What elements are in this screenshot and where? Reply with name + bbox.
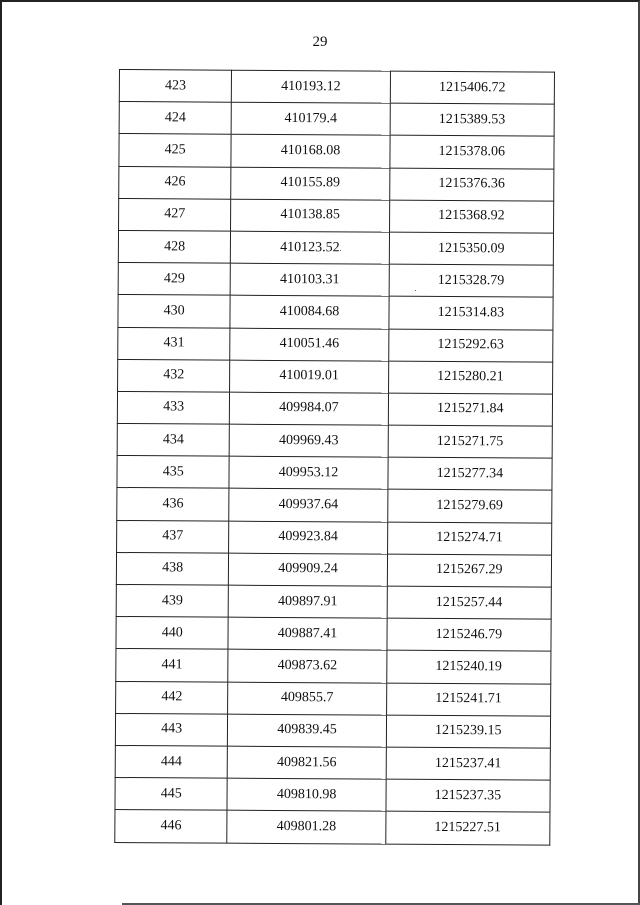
x-coordinate-cell: 409937.64 xyxy=(229,489,388,522)
point-number-cell: 423 xyxy=(119,70,232,103)
scan-speck xyxy=(340,250,341,251)
y-coordinate-cell: 1215239.15 xyxy=(386,715,551,748)
scan-speck xyxy=(415,290,416,291)
table-row xyxy=(117,456,552,491)
table-row xyxy=(119,70,554,105)
x-coordinate-cell: 409839.45 xyxy=(228,714,387,747)
x-coordinate-cell: 410084.68 xyxy=(230,295,389,328)
table-row xyxy=(118,230,553,265)
point-number-cell: 437 xyxy=(117,520,230,553)
y-coordinate-cell: 1215280.21 xyxy=(388,361,553,394)
x-coordinate-cell: 409953.12 xyxy=(229,456,388,489)
table-row xyxy=(119,166,554,201)
y-coordinate-cell: 1215257.44 xyxy=(387,586,552,619)
table-row xyxy=(116,681,551,716)
point-number-cell: 432 xyxy=(118,359,231,392)
x-coordinate-cell: 409810.98 xyxy=(227,778,386,811)
y-coordinate-cell: 1215376.36 xyxy=(389,168,554,201)
x-coordinate-cell: 410155.89 xyxy=(231,167,390,200)
y-coordinate-cell: 1215378.06 xyxy=(390,136,555,169)
x-coordinate-cell: 410138.85 xyxy=(231,199,390,232)
point-number-cell: 436 xyxy=(117,488,230,521)
y-coordinate-cell: 1215246.79 xyxy=(387,618,552,651)
point-number-cell: 438 xyxy=(116,552,229,585)
table-row xyxy=(116,649,551,684)
table-row xyxy=(117,424,552,459)
point-number-cell: 435 xyxy=(117,456,230,489)
x-coordinate-cell: 410019.01 xyxy=(230,360,389,393)
y-coordinate-cell: 1215328.79 xyxy=(389,264,554,297)
x-coordinate-cell: 410179.4 xyxy=(231,102,390,135)
y-coordinate-cell: 1215314.83 xyxy=(389,296,554,329)
y-coordinate-cell: 1215350.09 xyxy=(389,232,554,265)
table-row xyxy=(118,263,553,298)
table-row xyxy=(117,520,552,555)
table-row xyxy=(118,359,553,394)
x-coordinate-cell: 409897.91 xyxy=(229,585,388,618)
y-coordinate-cell: 1215368.92 xyxy=(389,200,554,233)
point-number-cell: 434 xyxy=(117,424,230,457)
y-coordinate-cell: 1215271.84 xyxy=(388,393,553,426)
point-number-cell: 429 xyxy=(118,263,231,296)
point-number-cell: 445 xyxy=(115,778,228,811)
point-number-cell: 433 xyxy=(117,391,230,424)
table-row xyxy=(119,134,554,169)
table-row xyxy=(118,327,553,362)
y-coordinate-cell: 1215271.75 xyxy=(388,425,553,458)
table-row xyxy=(119,198,554,233)
x-coordinate-cell: 410123.52 xyxy=(231,231,390,264)
y-coordinate-cell: 1215241.71 xyxy=(386,683,551,716)
point-number-cell: 444 xyxy=(115,745,228,778)
table-row xyxy=(117,488,552,523)
x-coordinate-cell: 409873.62 xyxy=(228,650,387,683)
x-coordinate-cell: 410051.46 xyxy=(230,328,389,361)
x-coordinate-cell: 409855.7 xyxy=(228,682,387,715)
y-coordinate-cell: 1215237.35 xyxy=(386,779,551,812)
x-coordinate-cell: 409923.84 xyxy=(229,521,388,554)
table-row xyxy=(115,810,550,845)
point-number-cell: 446 xyxy=(115,810,228,843)
x-coordinate-cell: 409801.28 xyxy=(227,810,386,843)
coordinates-table-body xyxy=(115,70,555,845)
point-number-cell: 426 xyxy=(119,166,232,199)
point-number-cell: 439 xyxy=(116,584,229,617)
point-number-cell: 425 xyxy=(119,134,232,167)
x-coordinate-cell: 409984.07 xyxy=(230,392,389,425)
point-number-cell: 443 xyxy=(115,713,228,746)
table-row xyxy=(116,617,551,652)
x-coordinate-cell: 410193.12 xyxy=(232,70,391,103)
y-coordinate-cell: 1215277.34 xyxy=(388,457,553,490)
x-coordinate-cell: 409887.41 xyxy=(228,617,387,650)
point-number-cell: 440 xyxy=(116,617,229,650)
y-coordinate-cell: 1215237.41 xyxy=(386,747,551,780)
point-number-cell: 427 xyxy=(119,198,232,231)
point-number-cell: 428 xyxy=(118,230,231,263)
x-coordinate-cell: 409909.24 xyxy=(229,553,388,586)
point-number-cell: 424 xyxy=(119,102,232,135)
y-coordinate-cell: 1215292.63 xyxy=(388,329,553,362)
table-row xyxy=(119,102,554,137)
y-coordinate-cell: 1215279.69 xyxy=(387,490,552,523)
page-number: 29 xyxy=(312,34,328,50)
y-coordinate-cell: 1215406.72 xyxy=(390,71,555,104)
table-row xyxy=(118,295,553,330)
coordinates-table xyxy=(114,69,555,845)
x-coordinate-cell: 410168.08 xyxy=(231,135,390,168)
point-number-cell: 431 xyxy=(118,327,231,360)
table-row xyxy=(116,584,551,619)
point-number-cell: 441 xyxy=(116,649,229,682)
table-row xyxy=(116,552,551,587)
x-coordinate-cell: 410103.31 xyxy=(230,263,389,296)
y-coordinate-cell: 1215267.29 xyxy=(387,554,552,587)
table-row xyxy=(117,391,552,426)
y-coordinate-cell: 1215389.53 xyxy=(390,103,555,136)
x-coordinate-cell: 409821.56 xyxy=(228,746,387,779)
point-number-cell: 430 xyxy=(118,295,231,328)
table-row xyxy=(115,745,550,780)
point-number-cell: 442 xyxy=(116,681,229,714)
x-coordinate-cell: 409969.43 xyxy=(229,424,388,457)
y-coordinate-cell: 1215274.71 xyxy=(387,522,552,555)
y-coordinate-cell: 1215227.51 xyxy=(385,811,550,844)
y-coordinate-cell: 1215240.19 xyxy=(386,651,551,684)
table-row xyxy=(115,778,550,813)
table-row xyxy=(115,713,550,748)
